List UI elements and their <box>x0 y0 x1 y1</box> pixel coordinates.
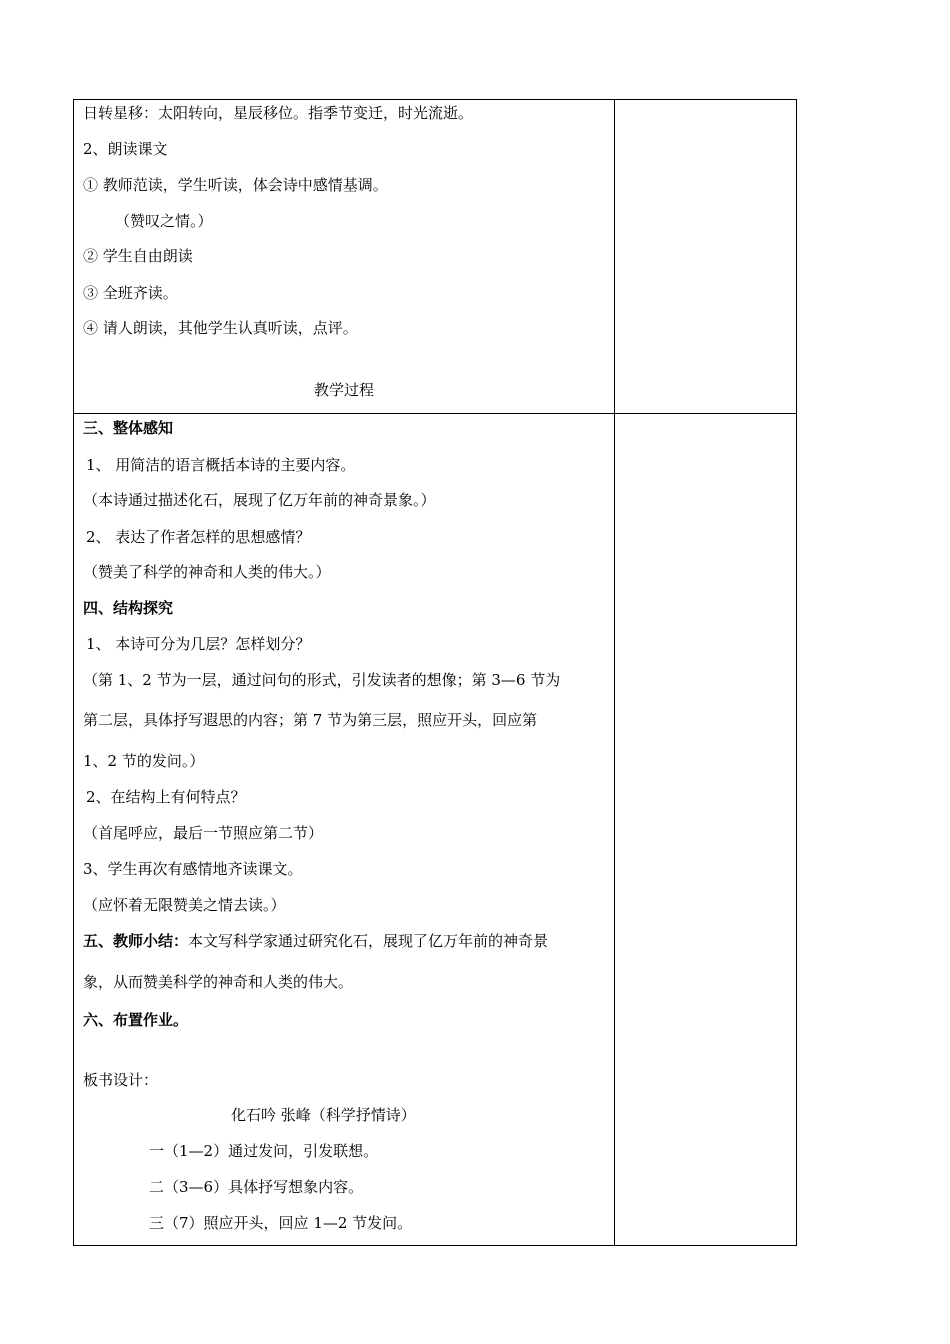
text-line: 2、朗读课文 <box>83 140 168 158</box>
answer-5: （应怀着无限赞美之情去读。） <box>83 896 286 914</box>
summary-text: 本文写科学家通过研究化石，展现了亿万年前的神奇景 <box>188 932 549 950</box>
summary-line-1 <box>83 931 548 951</box>
summary-line-2: 象，从而赞美科学的神奇和人类的伟大。 <box>83 973 354 991</box>
board-item: 三（7）照应开头，回应 1—2 节发问。 <box>149 1214 413 1232</box>
heading-5: 五、教师小结： <box>83 932 189 950</box>
board-item: 二（3—6）具体抒写想象内容。 <box>149 1178 364 1196</box>
board-label: 板书设计： <box>83 1071 159 1089</box>
text-line: ③ 全班齐读。 <box>83 284 178 302</box>
board-item: 一（1—2）通过发问，引发联想。 <box>149 1142 379 1160</box>
heading-6: 六、布置作业。 <box>83 1011 189 1029</box>
content-cell <box>74 100 615 414</box>
heading-4: 四、结构探究 <box>83 599 174 617</box>
notes-cell <box>615 100 797 414</box>
answer-1: （本诗通过描述化石，展现了亿万年前的神奇景象。） <box>83 491 436 509</box>
answer-3-line-1: （第 1、2 节为一层，通过问句的形式，引发读者的想像；第 3—6 节为 <box>83 671 561 689</box>
text-line: （赞叹之情。） <box>115 212 213 230</box>
question-2: 2、 表达了作者怎样的思想感情？ <box>86 528 311 546</box>
board-title: 化石吟 张峰（科学抒情诗） <box>231 1106 416 1124</box>
answer-3-line-3: 1、2 节的发问。） <box>83 752 205 770</box>
question-1: 1、 用简洁的语言概括本诗的主要内容。 <box>86 456 356 474</box>
text-line: ④ 请人朗读，其他学生认真听读，点评。 <box>83 319 358 337</box>
section-footer: 教学过程 <box>313 381 374 399</box>
answer-4: （首尾呼应，最后一节照应第二节） <box>83 824 324 842</box>
heading-3: 三、整体感知 <box>83 419 174 437</box>
question-5: 3、学生再次有感情地齐读课文。 <box>83 860 303 878</box>
lesson-plan-table <box>73 99 797 1246</box>
table-row <box>74 100 797 414</box>
answer-3-line-2: 第二层，具体抒写遐思的内容；第 7 节为第三层，照应开头，回应第 <box>83 711 538 729</box>
text-line: ② 学生自由朗读 <box>83 247 193 265</box>
question-3: 1、 本诗可分为几层？怎样划分？ <box>86 635 311 653</box>
content-cell <box>74 414 615 1246</box>
text-line: ① 教师范读，学生听读，体会诗中感情基调。 <box>83 176 388 194</box>
notes-cell <box>615 414 797 1246</box>
table-row <box>74 414 797 1246</box>
answer-2: （赞美了科学的神奇和人类的伟大。） <box>83 563 331 581</box>
text-line: 日转星移：太阳转向，星辰移位。指季节变迁，时光流逝。 <box>83 104 474 122</box>
question-4: 2、在结构上有何特点？ <box>86 788 246 806</box>
